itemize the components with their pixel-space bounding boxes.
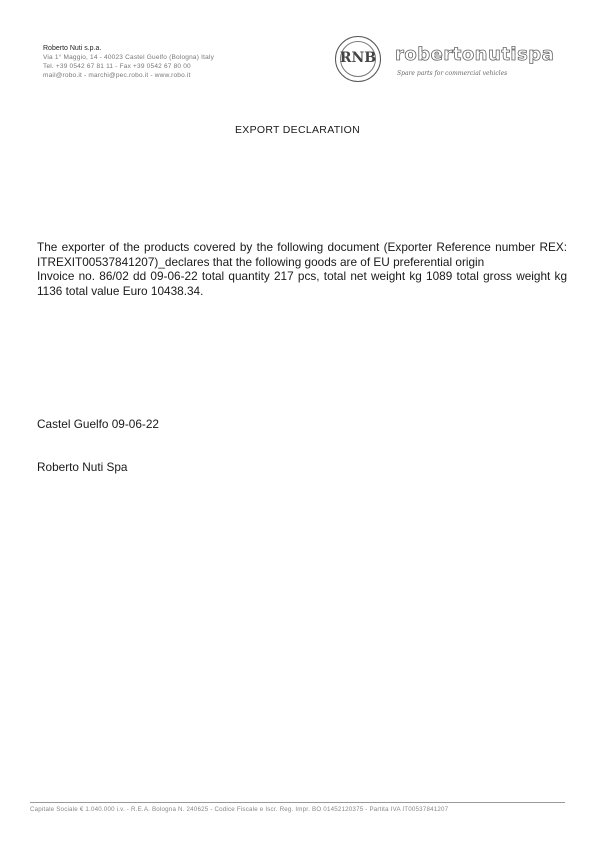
logo-monogram: RNB: [339, 50, 377, 66]
declaration-body: [37, 240, 567, 298]
document-title: EXPORT DECLARATION: [234, 124, 360, 136]
company-contact: Tel. +39 0542 67 81 11 - Fax +39 0542 67 80 00: [43, 63, 191, 70]
place-and-date: Castel Guelfo 09-06-22: [37, 417, 159, 431]
signatory-company: Roberto Nuti Spa: [37, 460, 128, 474]
company-letterhead: [43, 44, 293, 80]
logo-seal-icon: [335, 36, 381, 82]
logo-wordmark: robertonutispa: [395, 44, 555, 65]
footer-divider: [30, 802, 565, 803]
logo-tagline: Spare parts for commercial vehicles: [397, 70, 508, 77]
declaration-statement: The exporter of the products covered by the following document (Exporter Reference number REX: ITREXIT00537841207)_declares that the following goods are of EU preferential origin: [37, 240, 567, 269]
company-name: Roberto Nuti s.p.a.: [43, 45, 102, 52]
company-logo: [335, 36, 575, 86]
invoice-details: Invoice no. 86/02 dd 09-06-22 total quantity 217 pcs, total net weight kg 1089 total gross weight kg 1136 total value Euro 10438.34.: [37, 269, 567, 298]
company-address: Via 1° Maggio, 14 - 40023 Castel Guelfo (Bologna) Italy: [43, 54, 215, 61]
company-web: mail@robo.it - marchi@pec.robo.it - www.robo.it: [43, 72, 191, 79]
footer-legal-info: Capitale Sociale € 1.040.000 i.v. - R.E.A. Bologna N. 240625 - Codice Fiscale e Iscr. Reg. Impr. BO 01452120375 - Partita IVA IT00537841207: [30, 806, 449, 813]
